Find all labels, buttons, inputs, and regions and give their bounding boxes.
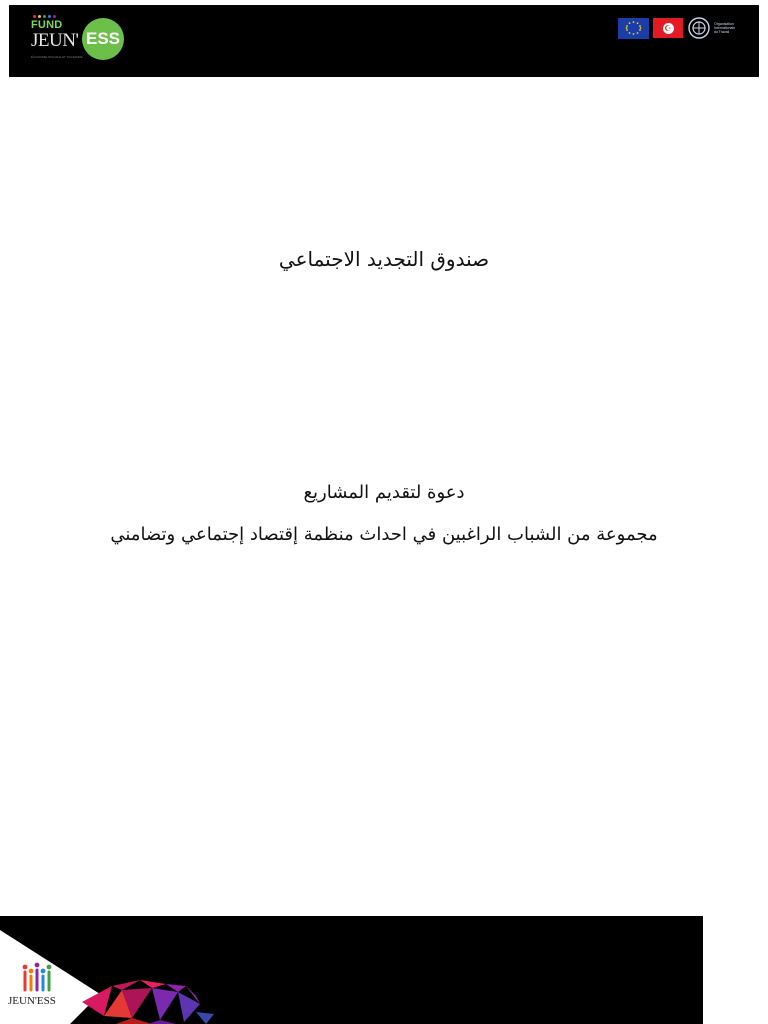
logo-jeun-label: JEUN' — [31, 30, 79, 51]
logo-dot — [38, 15, 41, 18]
ilo-name-line: Internationale — [714, 26, 736, 30]
fund-title: صندوق التجديد الاجتماعي — [278, 247, 490, 271]
call-title: دعوة لتقديم المشاريع — [303, 482, 465, 503]
logo-dots — [33, 15, 56, 18]
logo-ess-badge: ESS — [82, 18, 124, 60]
fund-jeuness-logo — [31, 15, 141, 67]
logo-dot — [48, 15, 51, 18]
eu-flag-icon — [618, 18, 649, 39]
partner-logos — [618, 17, 758, 47]
footer-jeuness-logo — [8, 962, 68, 1012]
logo-dot — [53, 15, 56, 18]
logo-dot — [33, 15, 36, 18]
people-figures-icon — [20, 962, 56, 992]
ilo-name-line: du Travail — [714, 30, 730, 34]
ilo-name — [714, 22, 758, 34]
logo-dot — [43, 15, 46, 18]
crescent-star-icon: ☪ — [664, 23, 672, 33]
footer-logo-ess: ESS — [36, 995, 56, 1007]
call-subtitle: مجموعة من الشباب الراغبين في احداث منظمة إقتصاد إجتماعي وتضامني — [110, 524, 658, 545]
tunisia-flag-icon — [653, 18, 683, 38]
header-band — [9, 5, 759, 77]
footer-logo-wordmark — [8, 995, 56, 1007]
footer-logo-jeun: JEUN' — [8, 995, 37, 1007]
logo-tagline: ÉCONOMIE SOCIALE ET SOLIDAIRE — [31, 55, 83, 59]
ilo-name-line: Organisation — [714, 22, 734, 26]
logo-fund-label: FUND — [31, 19, 63, 31]
ilo-emblem-icon — [687, 17, 711, 39]
